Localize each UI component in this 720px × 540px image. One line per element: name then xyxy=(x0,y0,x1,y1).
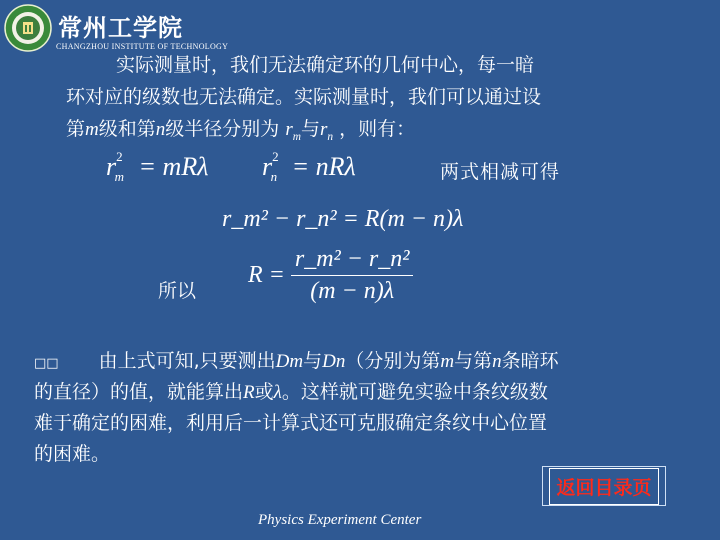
intro-line-1: 实际测量时，我们无法确定环的几何中心，每一暗 xyxy=(116,54,535,76)
equation-rn: $r^2_n = nR\lambda$ xyxy=(262,149,356,184)
school-emblem-icon xyxy=(4,4,52,52)
intro-line-2: 环对应的级数也无法确定。实际测量时，我们可以通过设 xyxy=(66,86,542,108)
school-name: 常州工学院 xyxy=(58,13,183,42)
missing-glyph-icon: □□ xyxy=(34,356,59,371)
conclusion-line-4: 的困难。 xyxy=(34,443,111,465)
equation-R-fraction: $\frac{\text{r\_m² − r\_n²}}{(m - n)\lambda}$ xyxy=(291,246,414,305)
equation-difference: r_m² − r_n² = R(m − n)λ xyxy=(222,206,464,232)
school-logo xyxy=(4,4,52,52)
back-to-contents-label: 返回目录页 xyxy=(549,468,658,505)
therefore-label: 所以 xyxy=(158,280,197,302)
conclusion-line-3: 难于确定的困难，利用后一计算式还可克服确定条纹中心位置 xyxy=(34,412,548,434)
subtract-note: 两式相减可得 xyxy=(440,161,561,183)
back-to-contents-button[interactable] xyxy=(542,466,666,506)
equation-R: R = $\frac{\text{r\_m² − r\_n²}}{(m - n)\lambda}$ xyxy=(248,246,413,305)
conclusion-line-2: 的直径）的值，就能算出R或λ。这样就可避免实验中条纹级数 xyxy=(34,381,548,403)
footer-text: Physics Experiment Center xyxy=(258,512,422,528)
intro-line-3: 第m级和第n级半径分别为 $r_m$与$r_n$ ，则有： xyxy=(66,118,416,143)
conclusion-line-1: □□ 由上式可知,只要测出Dm与Dn（分别为第m与第n条暗环 xyxy=(34,350,559,372)
school-english-name: CHANGZHOU INSTITUTE OF TECHNOLOGY xyxy=(56,42,229,51)
equation-rm: $r^2_m = mR\lambda$ xyxy=(106,149,209,184)
